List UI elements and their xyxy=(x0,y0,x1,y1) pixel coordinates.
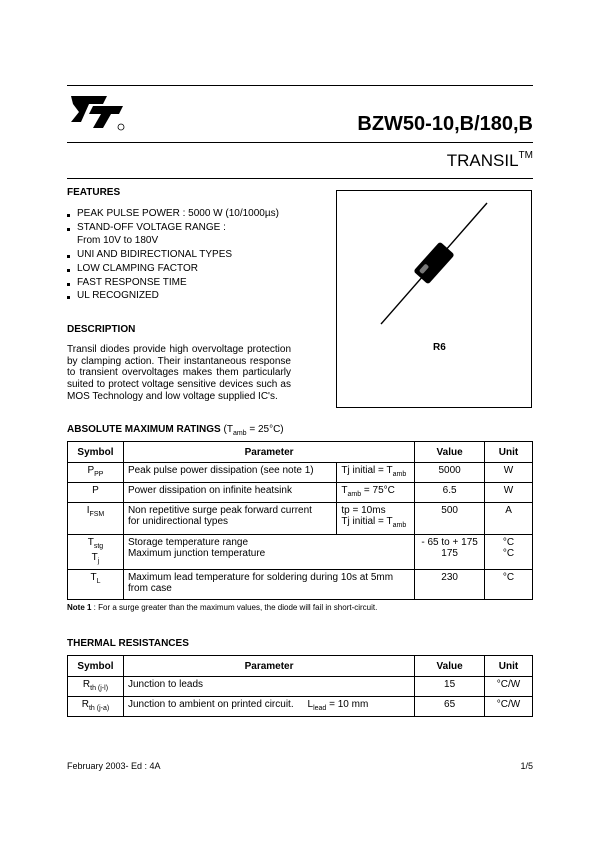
top-rule xyxy=(67,85,533,86)
table-row: P Power dissipation on infinite heatsink $T_{amb} = 75^\circ C$ 6.5 W xyxy=(68,483,533,503)
list-item: PEAK PULSE POWER : 5000 W (10/1000µs) xyxy=(67,207,279,221)
table-header: Symbol Parameter Value Unit xyxy=(68,656,533,677)
footer-date: February 2003- Ed : 4A xyxy=(67,761,161,771)
description-heading: DESCRIPTION xyxy=(67,324,136,335)
table-row: $T_{stg}$ $T_j$ Storage temperature range Maximum junction temperature - 65 to + 175 175 °C °C xyxy=(68,535,533,570)
page-number: 1/5 xyxy=(520,761,533,771)
product-family: TRANSIL™ xyxy=(446,150,533,170)
description-text: Transil diodes provide high overvoltage protection by clamping action. Their instantaneous response to transient overvoltages makes them particularly suited to protect voltage sensitive devices such as MOS Technology and low voltage supplied IC's. xyxy=(67,344,291,402)
package-figure xyxy=(336,190,532,408)
part-title: BZW50-10,B/180,B xyxy=(357,113,533,135)
diode-drawing xyxy=(337,191,531,407)
list-item: UNI AND BIDIRECTIONAL TYPES xyxy=(67,248,279,262)
features-heading: FEATURES xyxy=(67,187,121,198)
ratings-heading: ABSOLUTE MAXIMUM RATINGS $(T_{amb} = 25^\circ C)$ xyxy=(67,424,284,437)
subtitle-rule xyxy=(67,178,533,179)
table-row: $I_{FSM}$ Non repetitive surge peak forward current for unidirectional types tp = 10ms Tj initial = $T_{amb}$ 500 A xyxy=(68,503,533,535)
table-row: $R_{th (j-a)}$ Junction to ambient on printed circuit. $L_{lead} = 10$ mm 65 °C/W xyxy=(68,697,533,717)
st-logo xyxy=(67,92,127,132)
package-label: R6 xyxy=(433,342,446,353)
table-row: $T_L$ Maximum lead temperature for soldering during 10s at 5mm from case 230 °C xyxy=(68,570,533,600)
list-item: UL RECOGNIZED xyxy=(67,289,279,303)
table-row: $R_{th (j-l)}$ Junction to leads 15 °C/W xyxy=(68,677,533,697)
list-item: LOW CLAMPING FACTOR xyxy=(67,262,279,276)
title-rule xyxy=(67,142,533,143)
list-item: FAST RESPONSE TIME xyxy=(67,276,279,290)
ratings-table xyxy=(67,441,533,600)
table-header: Symbol Parameter Value Unit xyxy=(68,442,533,463)
note-1: Note 1 : For a surge greater than the maximum values, the diode will fail in short-circuit. xyxy=(67,603,378,612)
list-item: STAND-OFF VOLTAGE RANGE : From 10V to 180V xyxy=(67,221,279,248)
thermal-table xyxy=(67,655,533,717)
table-row: $P_{PP}$ Peak pulse power dissipation (see note 1) Tj initial = $T_{amb}$ 5000 W xyxy=(68,463,533,483)
voltage-range: From 10V to 180V xyxy=(77,235,159,247)
thermal-heading: THERMAL RESISTANCES xyxy=(67,638,189,649)
features-list xyxy=(67,207,279,303)
